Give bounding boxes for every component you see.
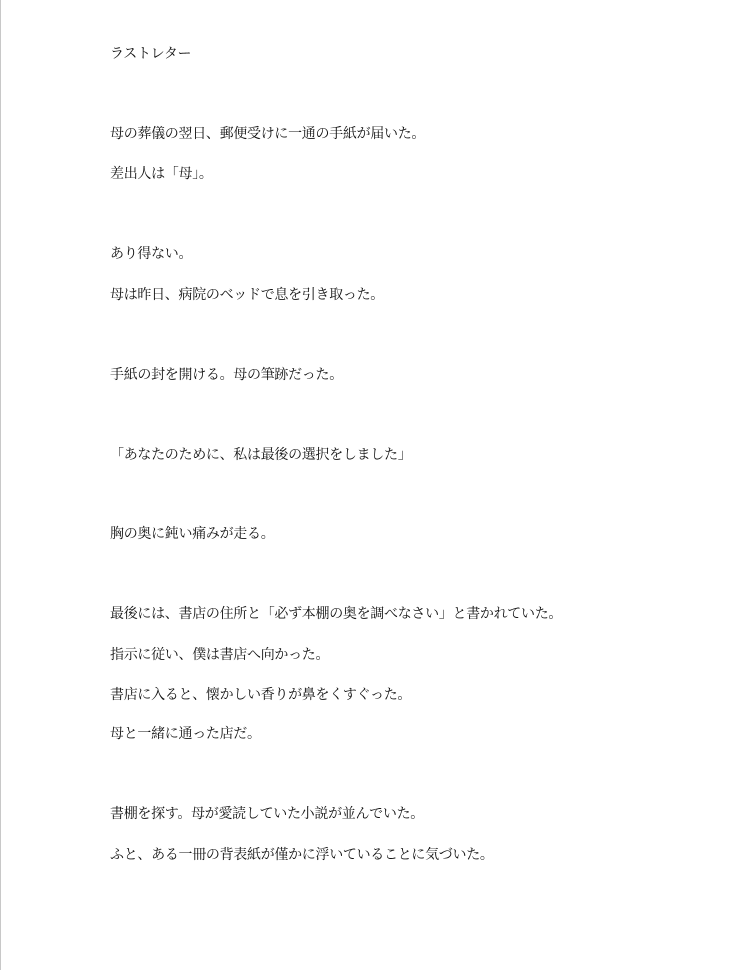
paragraph-line: 「あなたのために、私は最後の選択をしました」 — [110, 447, 412, 463]
paragraph-line: 最後には、書店の住所と「必ず本棚の奥を調べなさい」と書かれていた。 — [110, 606, 563, 622]
paragraph-line: 差出人は「母」。 — [110, 166, 213, 182]
paragraph-line: 母は昨日、病院のベッドで息を引き取った。 — [110, 287, 384, 303]
document-title: ラストレター — [110, 46, 192, 62]
paragraph-line: 書店に入ると、懐かしい香りが鼻をくすぐった。 — [110, 687, 412, 703]
paragraph-line: 指示に従い、僕は書店へ向かった。 — [110, 647, 330, 663]
paragraph-line: 手紙の封を開ける。母の筆跡だった。 — [110, 367, 343, 383]
paragraph-line: あり得ない。 — [110, 246, 193, 262]
paragraph-line: 母と一緒に通った店だ。 — [110, 726, 261, 742]
paragraph-line: 書棚を探す。母が愛読していた小説が並んでいた。 — [110, 806, 424, 822]
paragraph-line: 母の葬儀の翌日、郵便受けに一通の手紙が届いた。 — [110, 126, 426, 142]
paragraph-line: 胸の奥に鈍い痛みが走る。 — [110, 526, 275, 542]
paragraph-line: ふと、ある一冊の背表紙が僅かに浮いていることに気づいた。 — [110, 847, 494, 863]
